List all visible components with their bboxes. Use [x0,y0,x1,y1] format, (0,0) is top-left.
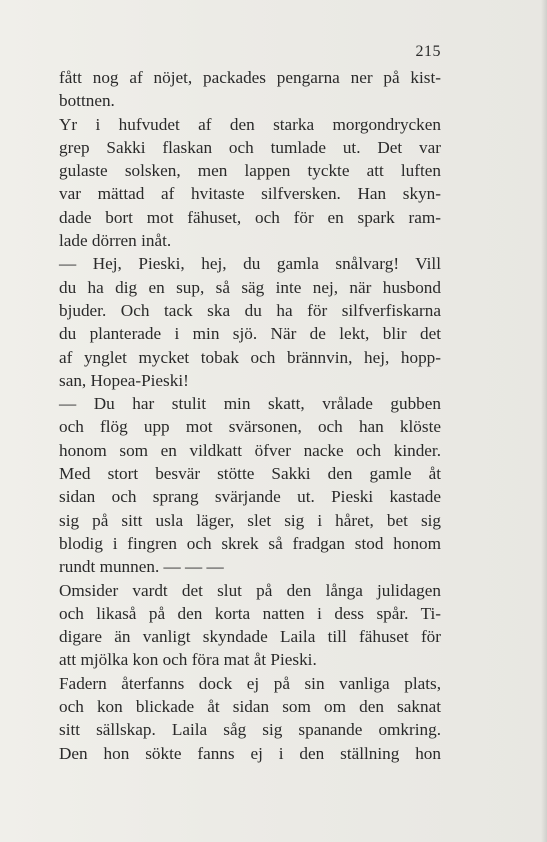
text-line: sig på sitt usla läger, slet sig i håret, bet sig [59,510,441,530]
text-line: — Du har stulit min skatt, vrålade gubben [59,394,441,414]
text-line: honom som en vildkatt öfver nacke och kinder. [59,440,441,460]
text-line: fått nog af nöjet, packades pengarna ner på kist- [59,68,441,87]
text-line: blodig i fingren och skrek så fradgan stod honom [59,533,441,553]
text-line: och flög upp mot svärsonen, och han klöste [59,417,441,437]
text-line: digare än vanligt skyndade Laila till fähuset för [59,627,441,647]
text-line: Den hon sökte fanns ej i den ställning hon [59,743,441,763]
body-text [59,66,441,765]
page-edge-shadow [541,0,547,842]
text-line: af ynglet mycket tobak och brännvin, hej, hopp- [59,347,441,367]
text-line: var mättad af hvitaste silfversken. Han skyn- [59,184,441,204]
text-line: sitt sällskap. Laila såg sig spanande omkring. [59,720,441,740]
text-line: rundt munnen. — — — [59,557,224,577]
text-line: och kon blickade åt sidan som om den saknat [59,697,441,717]
text-line: Fadern återfanns dock ej på sin vanliga plats, [59,673,441,693]
text-line: bottnen. [59,91,115,111]
page-number: 215 [415,43,441,60]
text-line: och likaså på den korta natten i dess spår. Ti- [59,603,441,623]
text-line: gulaste solsken, men lappen tyckte att luften [59,161,441,181]
text-line: Omsider vardt det slut på den långa julidagen [59,580,441,600]
text-line: grep Sakki flaskan och tumlade ut. Det var [59,137,441,157]
text-line: att mjölka kon och föra mat åt Pieski. [59,650,317,670]
text-line: sidan och sprang svärjande ut. Pieski kastade [59,487,441,507]
text-line: Med stort besvär stötte Sakki den gamle åt [59,464,441,484]
text-line: — Hej, Pieski, hej, du gamla snålvarg! Vill [59,254,441,274]
text-line: bjuder. Och tack ska du ha för silfverfiskarna [59,300,441,320]
text-line: lade dörren inåt. [59,231,172,251]
text-line: du ha dig en sup, så säg inte nej, när husbond [59,277,441,297]
text-line: dade bort mot fähuset, och för en spark ram- [59,207,441,227]
text-line: Yr i hufvudet af den starka morgondrycken [59,114,441,134]
text-line: san, Hopea-Pieski! [59,370,189,390]
text-line: du planterade i min sjö. När de lekt, blir det [59,324,441,344]
